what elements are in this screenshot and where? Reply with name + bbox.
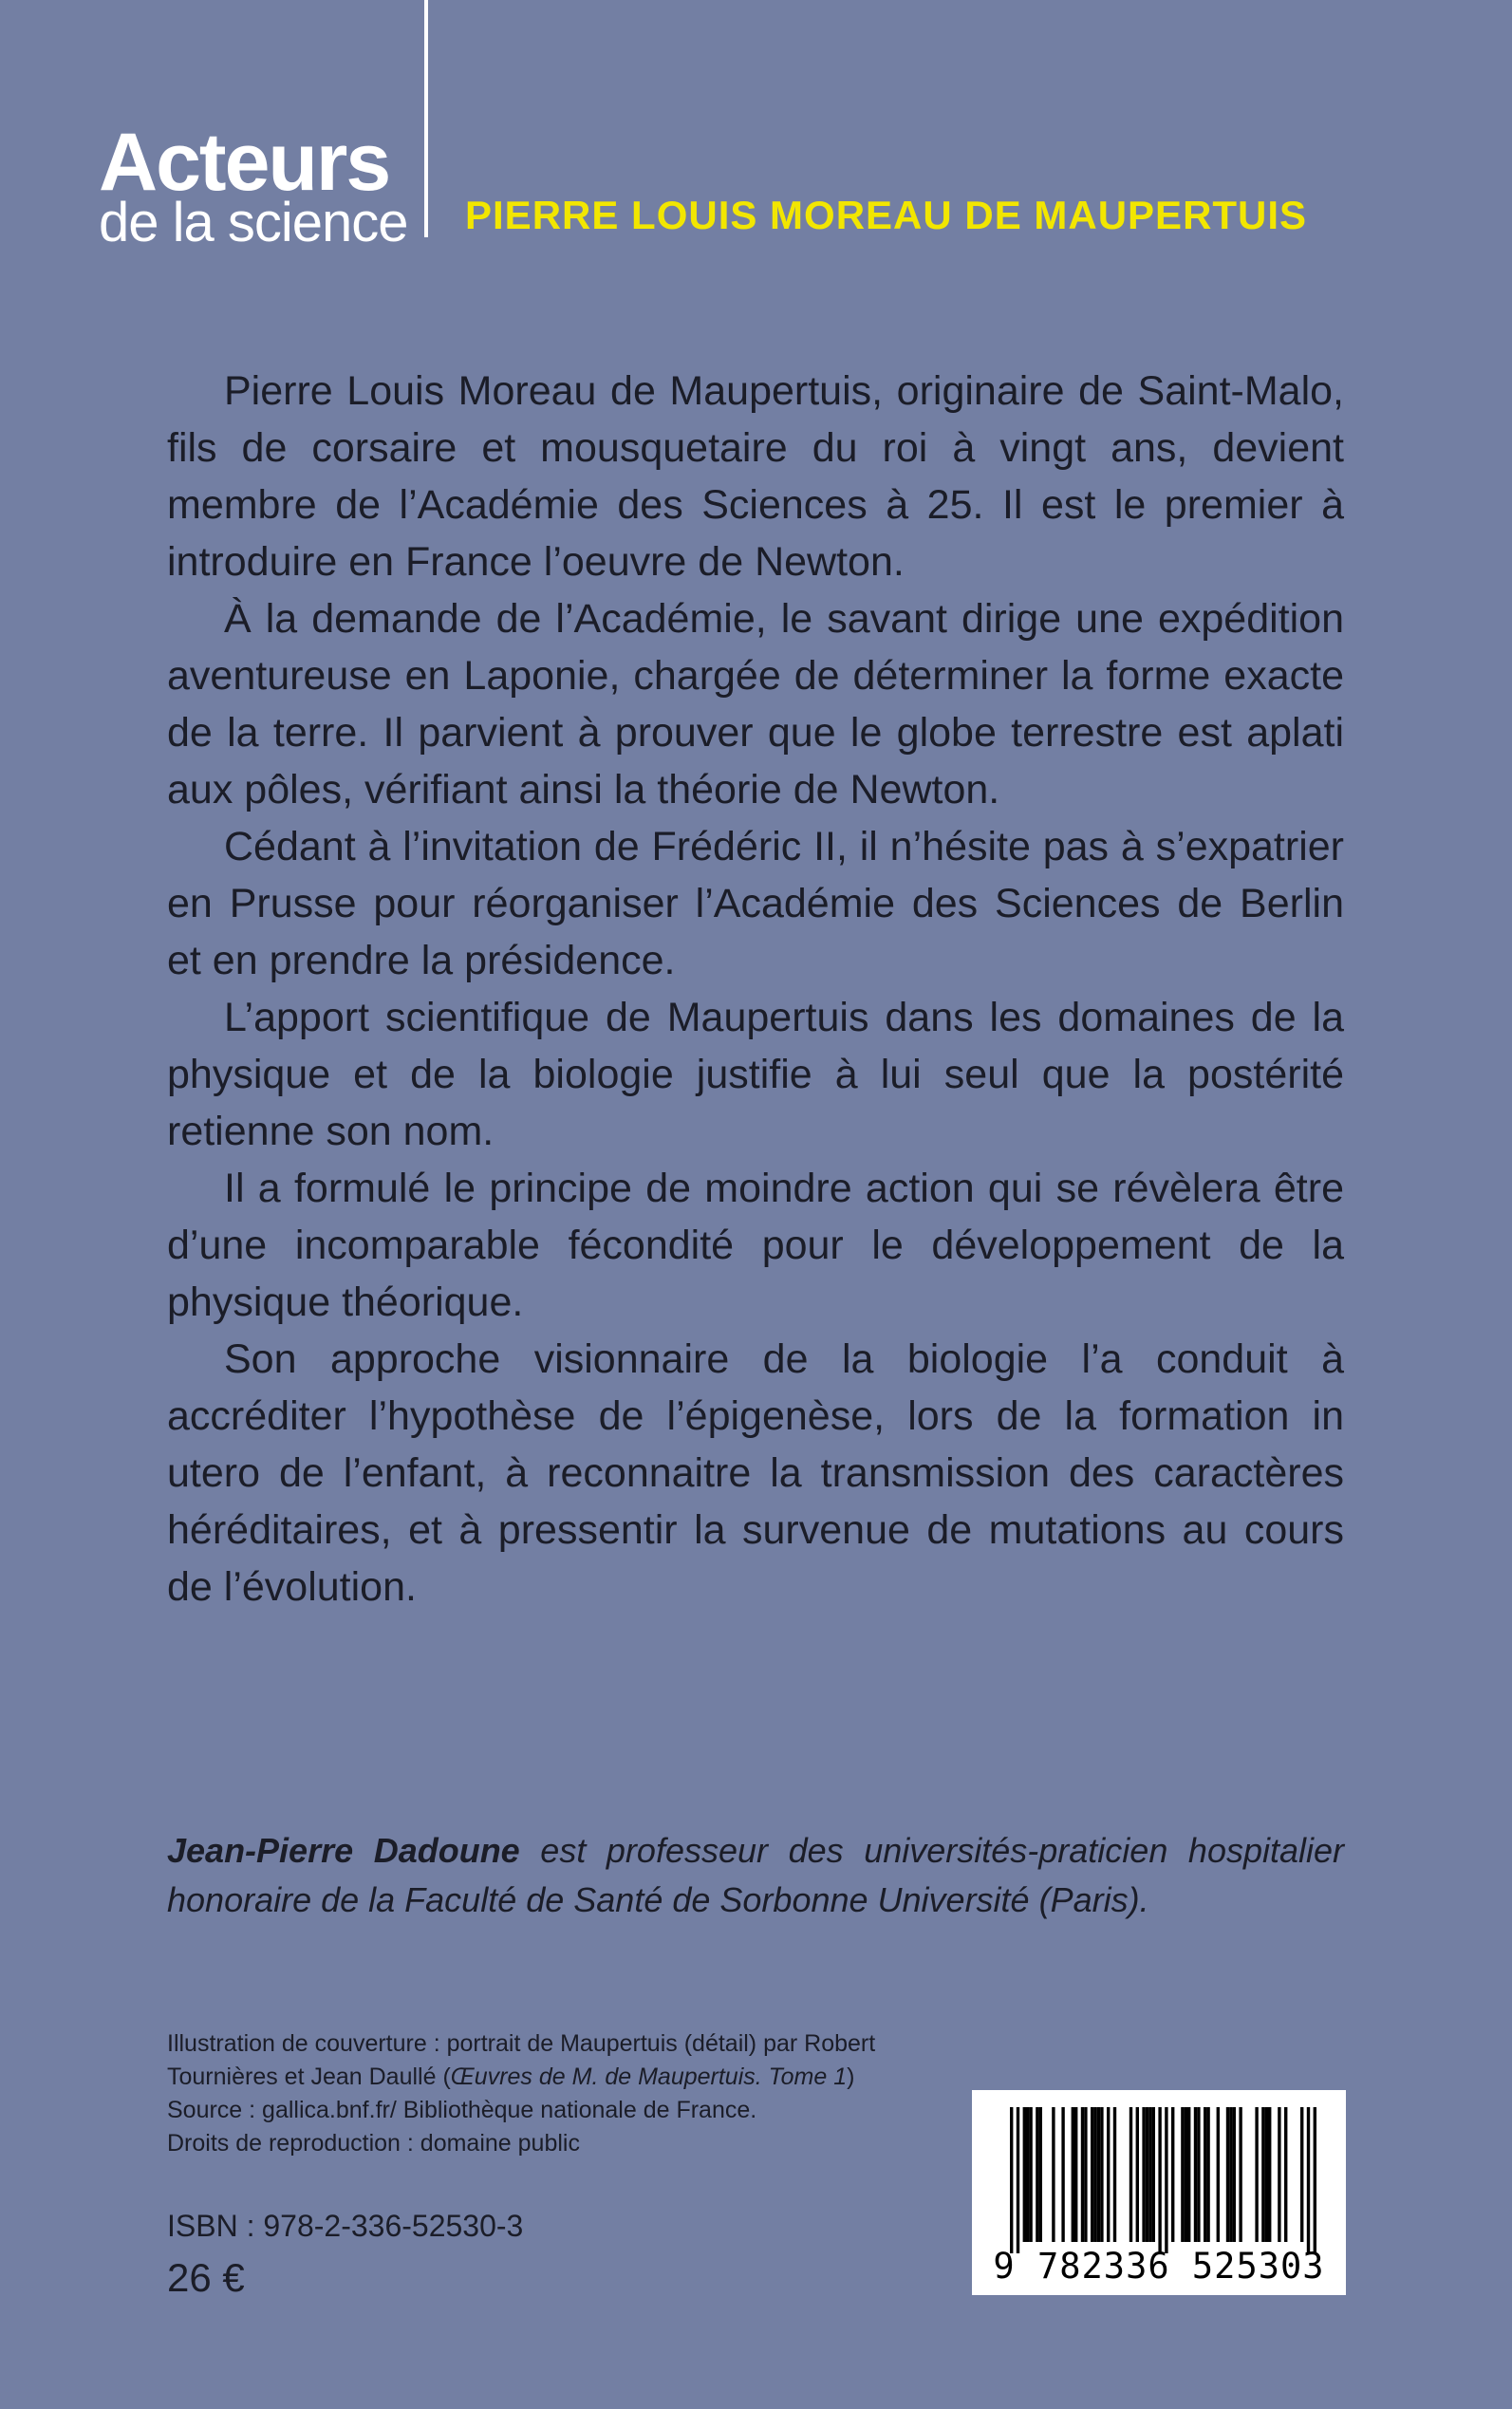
barcode-bar <box>1265 2107 1268 2242</box>
author-bio <box>167 1826 1344 1925</box>
barcode-bar <box>1061 2107 1064 2242</box>
header-divider <box>424 0 428 237</box>
barcode-bar <box>1107 2107 1110 2242</box>
barcode-bar <box>1029 2107 1032 2242</box>
barcode-bar <box>1217 2107 1220 2242</box>
barcode-bar <box>1197 2107 1200 2242</box>
barcode-bar <box>1039 2107 1042 2242</box>
credits <box>167 2027 875 2160</box>
author-name: Jean-Pierre Dadoune <box>167 1831 520 1870</box>
barcode-bar <box>1100 2107 1103 2242</box>
barcode-bar <box>1204 2107 1206 2242</box>
barcode-bar <box>1300 2107 1303 2242</box>
barcode-bar <box>1239 2107 1241 2242</box>
credits-work-title: Œuvres de M. de Maupertuis. Tome 1 <box>450 2064 848 2090</box>
barcode-bar <box>1171 2107 1174 2242</box>
credits-line: Source : gallica.bnf.fr/ Bibliothèque nationale de France. <box>167 2097 757 2123</box>
blurb-paragraph: À la demande de l’Académie, le savant dirige une expédition aventureuse en Laponie, chargée de déterminer la forme exacte de la terre. Il parvient à prouver que le globe terrestre est aplati aux pôles, vérifiant ainsi la théorie de Newton. <box>167 596 1344 812</box>
barcode-bar <box>1152 2107 1155 2242</box>
barcode-bar <box>1268 2107 1271 2242</box>
barcode-bar <box>1194 2107 1197 2242</box>
barcode-bar <box>1158 2107 1161 2253</box>
blurb-paragraph: L’apport scientifique de Maupertuis dans les domaines de la physique et de la biologie justifie à lui seul que la postérité retienne son nom. <box>167 995 1344 1154</box>
barcode-bar <box>1181 2107 1184 2242</box>
series-name-main: Acteurs <box>99 117 390 208</box>
barcode-bar <box>1233 2107 1236 2242</box>
barcode-bar <box>1261 2107 1264 2242</box>
barcode-bar <box>1026 2107 1029 2242</box>
blurb-paragraph: Cédant à l’invitation de Frédéric II, il n’hésite pas à s’expatrier en Prusse pour réorganiser l’Académie des Sciences de Berlin et en prendre la présidence. <box>167 824 1344 983</box>
book-title: PIERRE LOUIS MOREAU DE MAUPERTUIS <box>465 193 1308 237</box>
barcode-bar <box>1010 2107 1013 2253</box>
barcode-bar <box>1097 2107 1100 2242</box>
barcode-bar <box>1226 2107 1229 2242</box>
barcode-bar <box>1148 2107 1151 2242</box>
barcode-bar <box>1307 2107 1310 2253</box>
barcode <box>972 2090 1346 2295</box>
barcode-bar <box>1113 2107 1116 2242</box>
credits-line: Droits de reproduction : domaine public <box>167 2130 580 2157</box>
barcode-bar <box>1036 2107 1038 2242</box>
barcode-bar <box>1091 2107 1093 2242</box>
credits-text: ) <box>847 2064 855 2090</box>
barcode-bar <box>1255 2107 1258 2242</box>
barcode-bar <box>1129 2107 1132 2242</box>
barcode-bar <box>1017 2107 1019 2253</box>
blurb-paragraph: Il a formulé le principe de moindre action qui se révèlera être d’une incomparable fécondité pour le développement de la physique théorique. <box>167 1166 1344 1325</box>
barcode-bar <box>1278 2107 1280 2242</box>
barcode-bar <box>1206 2107 1209 2242</box>
author-bio-text: est professeur des universités-praticien hospitalier honoraire de la Faculté de Santé de Sorbonne Université (Paris). <box>167 1831 1345 1919</box>
barcode-bar <box>1081 2107 1084 2242</box>
barcode-bar <box>1023 2107 1026 2242</box>
barcode-bar <box>1229 2107 1232 2242</box>
blurb-paragraph: Pierre Louis Moreau de Maupertuis, originaire de Saint-Malo, fils de corsaire et mousquetaire du roi à vingt ans, devient membre de l’Académie des Sciences à 25. Il est le premier à introduire en France l’oeuvre de Newton. <box>167 368 1344 585</box>
series-logo <box>99 117 408 253</box>
barcode-bar <box>1072 2107 1074 2242</box>
barcode-bar <box>1165 2107 1167 2253</box>
barcode-bar <box>1052 2107 1055 2242</box>
price: 26 € <box>167 2255 245 2300</box>
credits-text: Tournières et Jean Daullé ( <box>167 2064 451 2090</box>
series-name-sub: de la science <box>99 192 408 253</box>
barcode-bar <box>1136 2107 1139 2242</box>
barcode-bar <box>1284 2107 1287 2242</box>
barcode-bar <box>1185 2107 1187 2242</box>
barcode-bar <box>1074 2107 1077 2242</box>
barcode-bar <box>1142 2107 1145 2242</box>
barcode-bar <box>1093 2107 1096 2242</box>
blurb-paragraph: Son approche visionnaire de la biologie l’a conduit à accréditer l’hypothèse de l’épigenèse, lors de la formation in utero de l’enfant, à reconnaitre la transmission des caractères héréditaires, et à pressentir la survenue de mutations au cours de l’évolution. <box>167 1336 1344 1610</box>
barcode-bar <box>1187 2107 1190 2242</box>
credits-line <box>167 2061 875 2094</box>
barcode-digits: 9 782336 525303 <box>993 2246 1325 2287</box>
blurb <box>167 363 1344 1615</box>
barcode-bar <box>1146 2107 1148 2242</box>
isbn: ISBN : 978-2-336-52530-3 <box>167 2209 524 2243</box>
barcode-bar <box>1314 2107 1316 2253</box>
barcode-bar <box>1084 2107 1087 2242</box>
credits-line: Illustration de couverture : portrait de Maupertuis (détail) par Robert <box>167 2030 876 2057</box>
